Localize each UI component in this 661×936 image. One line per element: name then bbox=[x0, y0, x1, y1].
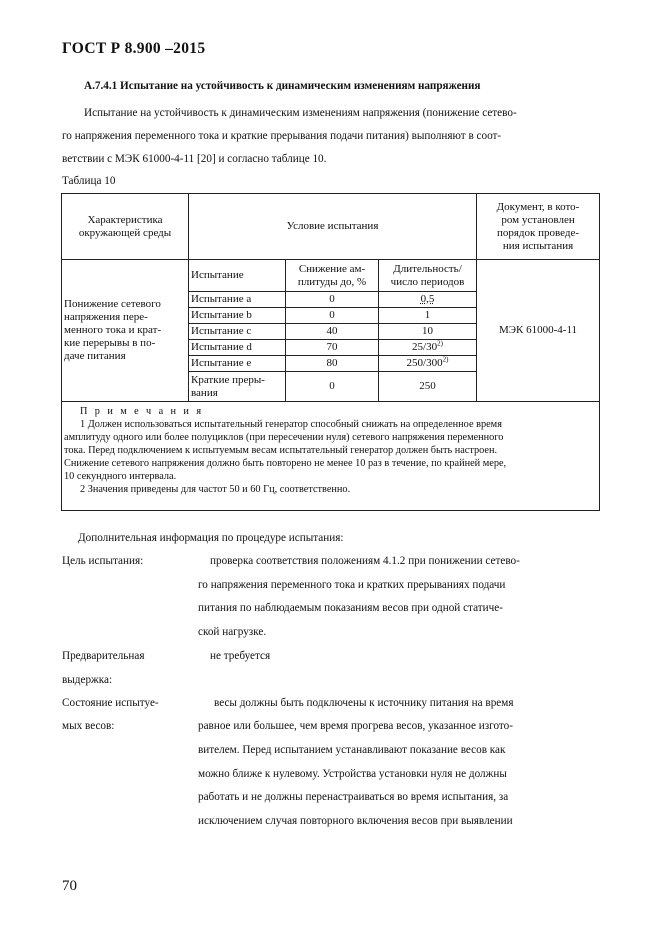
header-text: окружающей среды bbox=[78, 226, 172, 239]
precond-label: выдержка: bbox=[62, 674, 113, 686]
document-header: ГОСТ Р 8.900 –2015 bbox=[62, 40, 206, 57]
environment-text: даче питания bbox=[64, 350, 126, 362]
header-environment bbox=[62, 194, 189, 260]
precond-value: не требуется bbox=[210, 650, 271, 662]
cell-test: Испытание d bbox=[189, 340, 286, 356]
purpose-line: питания по наблюдаемым показаниям весов при одной статиче- bbox=[198, 602, 503, 614]
subheader-text: Длительность/ bbox=[393, 262, 462, 275]
purpose-line: ской нагрузке. bbox=[198, 626, 267, 638]
note-line: 10 секундного интервала. bbox=[64, 471, 177, 482]
cell-duration: 1 bbox=[379, 308, 477, 324]
cell-reduction: 0 bbox=[286, 292, 379, 308]
duration-value: 25/30 bbox=[412, 341, 438, 353]
note-line: Снижение сетевого напряжения должно быть повторено не менее 10 раз в течение, по крайней мере, bbox=[64, 458, 507, 469]
subheader-text: число периодов bbox=[390, 275, 465, 288]
table-notes-row bbox=[62, 402, 600, 511]
cell-test bbox=[189, 372, 286, 402]
environment-cell bbox=[62, 260, 189, 402]
cell-duration: 250 bbox=[379, 372, 477, 402]
subheader-text: Снижение ам- bbox=[298, 262, 366, 275]
cell-reduction: 80 bbox=[286, 356, 379, 372]
cell-text: Краткие преры- bbox=[191, 373, 265, 386]
note-line: тока. Перед подключением к испытуемым весам испытательный генератор должен быть настроен. bbox=[64, 445, 498, 456]
header-text: порядок проведе- bbox=[496, 226, 580, 239]
note-line: 2 Значения приведены для частот 50 и 60 Гц, соответственно. bbox=[80, 484, 351, 495]
footnote-marker: 2) bbox=[442, 355, 449, 364]
purpose-line: проверка соответствия положениям 4.1.2 при понижении сетево- bbox=[210, 555, 520, 567]
cell-reduction: 0 bbox=[286, 308, 379, 324]
table-subheader-row bbox=[62, 260, 600, 292]
cell-test: Испытание c bbox=[189, 324, 286, 340]
intro-line: ветствии с МЭК 61000-4-11 [20] и согласно таблице 10. bbox=[62, 153, 327, 165]
state-line: можно ближе к нулевому. Устройства установки нуля не должны bbox=[198, 768, 507, 780]
purpose-label: Цель испытания: bbox=[62, 555, 144, 567]
environment-text: напряжения пере- bbox=[64, 311, 148, 323]
cell-reduction: 70 bbox=[286, 340, 379, 356]
cell-test: Испытание b bbox=[189, 308, 286, 324]
intro-line: го напряжения переменного тока и краткие прерывания подачи питания) выполняют в соот- bbox=[62, 130, 502, 142]
cell-text: вания bbox=[191, 386, 218, 399]
environment-text: менного тока и крат- bbox=[64, 324, 162, 336]
cell-test: Испытание е bbox=[189, 356, 286, 372]
header-document bbox=[477, 194, 600, 260]
environment-text: Понижение сетевого bbox=[64, 298, 161, 310]
cell-test: Испытание а bbox=[189, 292, 286, 308]
notes-cell bbox=[62, 402, 600, 511]
duration-value: 250/300 bbox=[406, 357, 443, 369]
notes-title: П р и м е ч а н и я bbox=[80, 406, 204, 417]
state-line: исключением случая повторного включения весов при выявлении bbox=[198, 815, 513, 827]
footnote-marker: 2) bbox=[437, 339, 443, 348]
section-heading: А.7.4.1 Испытание на устойчивость к динамическим изменениям напряжения bbox=[84, 80, 481, 92]
table-header-row bbox=[62, 194, 600, 260]
subheader-duration bbox=[379, 260, 477, 292]
header-text: Документ, в кото- bbox=[496, 200, 580, 213]
duration-value: 0,5 bbox=[420, 293, 435, 305]
precond-label: Предварительная bbox=[62, 650, 145, 662]
cell-duration bbox=[379, 340, 477, 356]
header-text: ния испытания bbox=[502, 239, 574, 252]
cell-reduction: 40 bbox=[286, 324, 379, 340]
procedure-intro: Дополнительная информация по процедуре испытания: bbox=[78, 532, 344, 544]
table-10 bbox=[61, 193, 600, 511]
document-ref-cell: МЭК 61000-4-11 bbox=[477, 260, 600, 402]
environment-text: кие перерывы в по- bbox=[64, 337, 156, 349]
note-line: амплитуду одного или более полуциклов (при пересечении нуля) сетевого напряжения переменного bbox=[64, 432, 504, 443]
state-line: равное или большее, чем время прогрева весов, указанное изгото- bbox=[198, 720, 513, 732]
state-line: весы должны быть подключены к источнику питания на время bbox=[214, 697, 514, 709]
subheader-test: Испытание bbox=[189, 260, 286, 292]
subheader-reduction bbox=[286, 260, 379, 292]
cell-duration bbox=[379, 356, 477, 372]
header-text: Характеристика bbox=[87, 213, 163, 226]
state-label: Состояние испытуе- bbox=[62, 697, 159, 709]
subheader-text: плитуды до, % bbox=[297, 275, 367, 288]
purpose-line: го напряжения переменного тока и кратких прерываниях подачи bbox=[198, 579, 506, 591]
cell-duration: 10 bbox=[379, 324, 477, 340]
cell-duration bbox=[379, 292, 477, 308]
cell-reduction: 0 bbox=[286, 372, 379, 402]
header-condition: Условие испытания bbox=[189, 194, 477, 260]
intro-line: Испытание на устойчивость к динамическим изменениям напряжения (понижение сетево- bbox=[84, 107, 517, 119]
note-line: 1 Должен использоваться испытательный генератор способный снижать на определенное время bbox=[80, 419, 502, 430]
page-number: 70 bbox=[62, 878, 77, 894]
header-text: ром установлен bbox=[501, 213, 575, 226]
table-label: Таблица 10 bbox=[62, 175, 116, 187]
state-label: мых весов: bbox=[62, 720, 115, 732]
state-line: вителем. Перед испытанием устанавливают показание весов как bbox=[198, 744, 506, 756]
state-line: работать и не должны перенастраиваться во время испытания, за bbox=[198, 791, 509, 803]
